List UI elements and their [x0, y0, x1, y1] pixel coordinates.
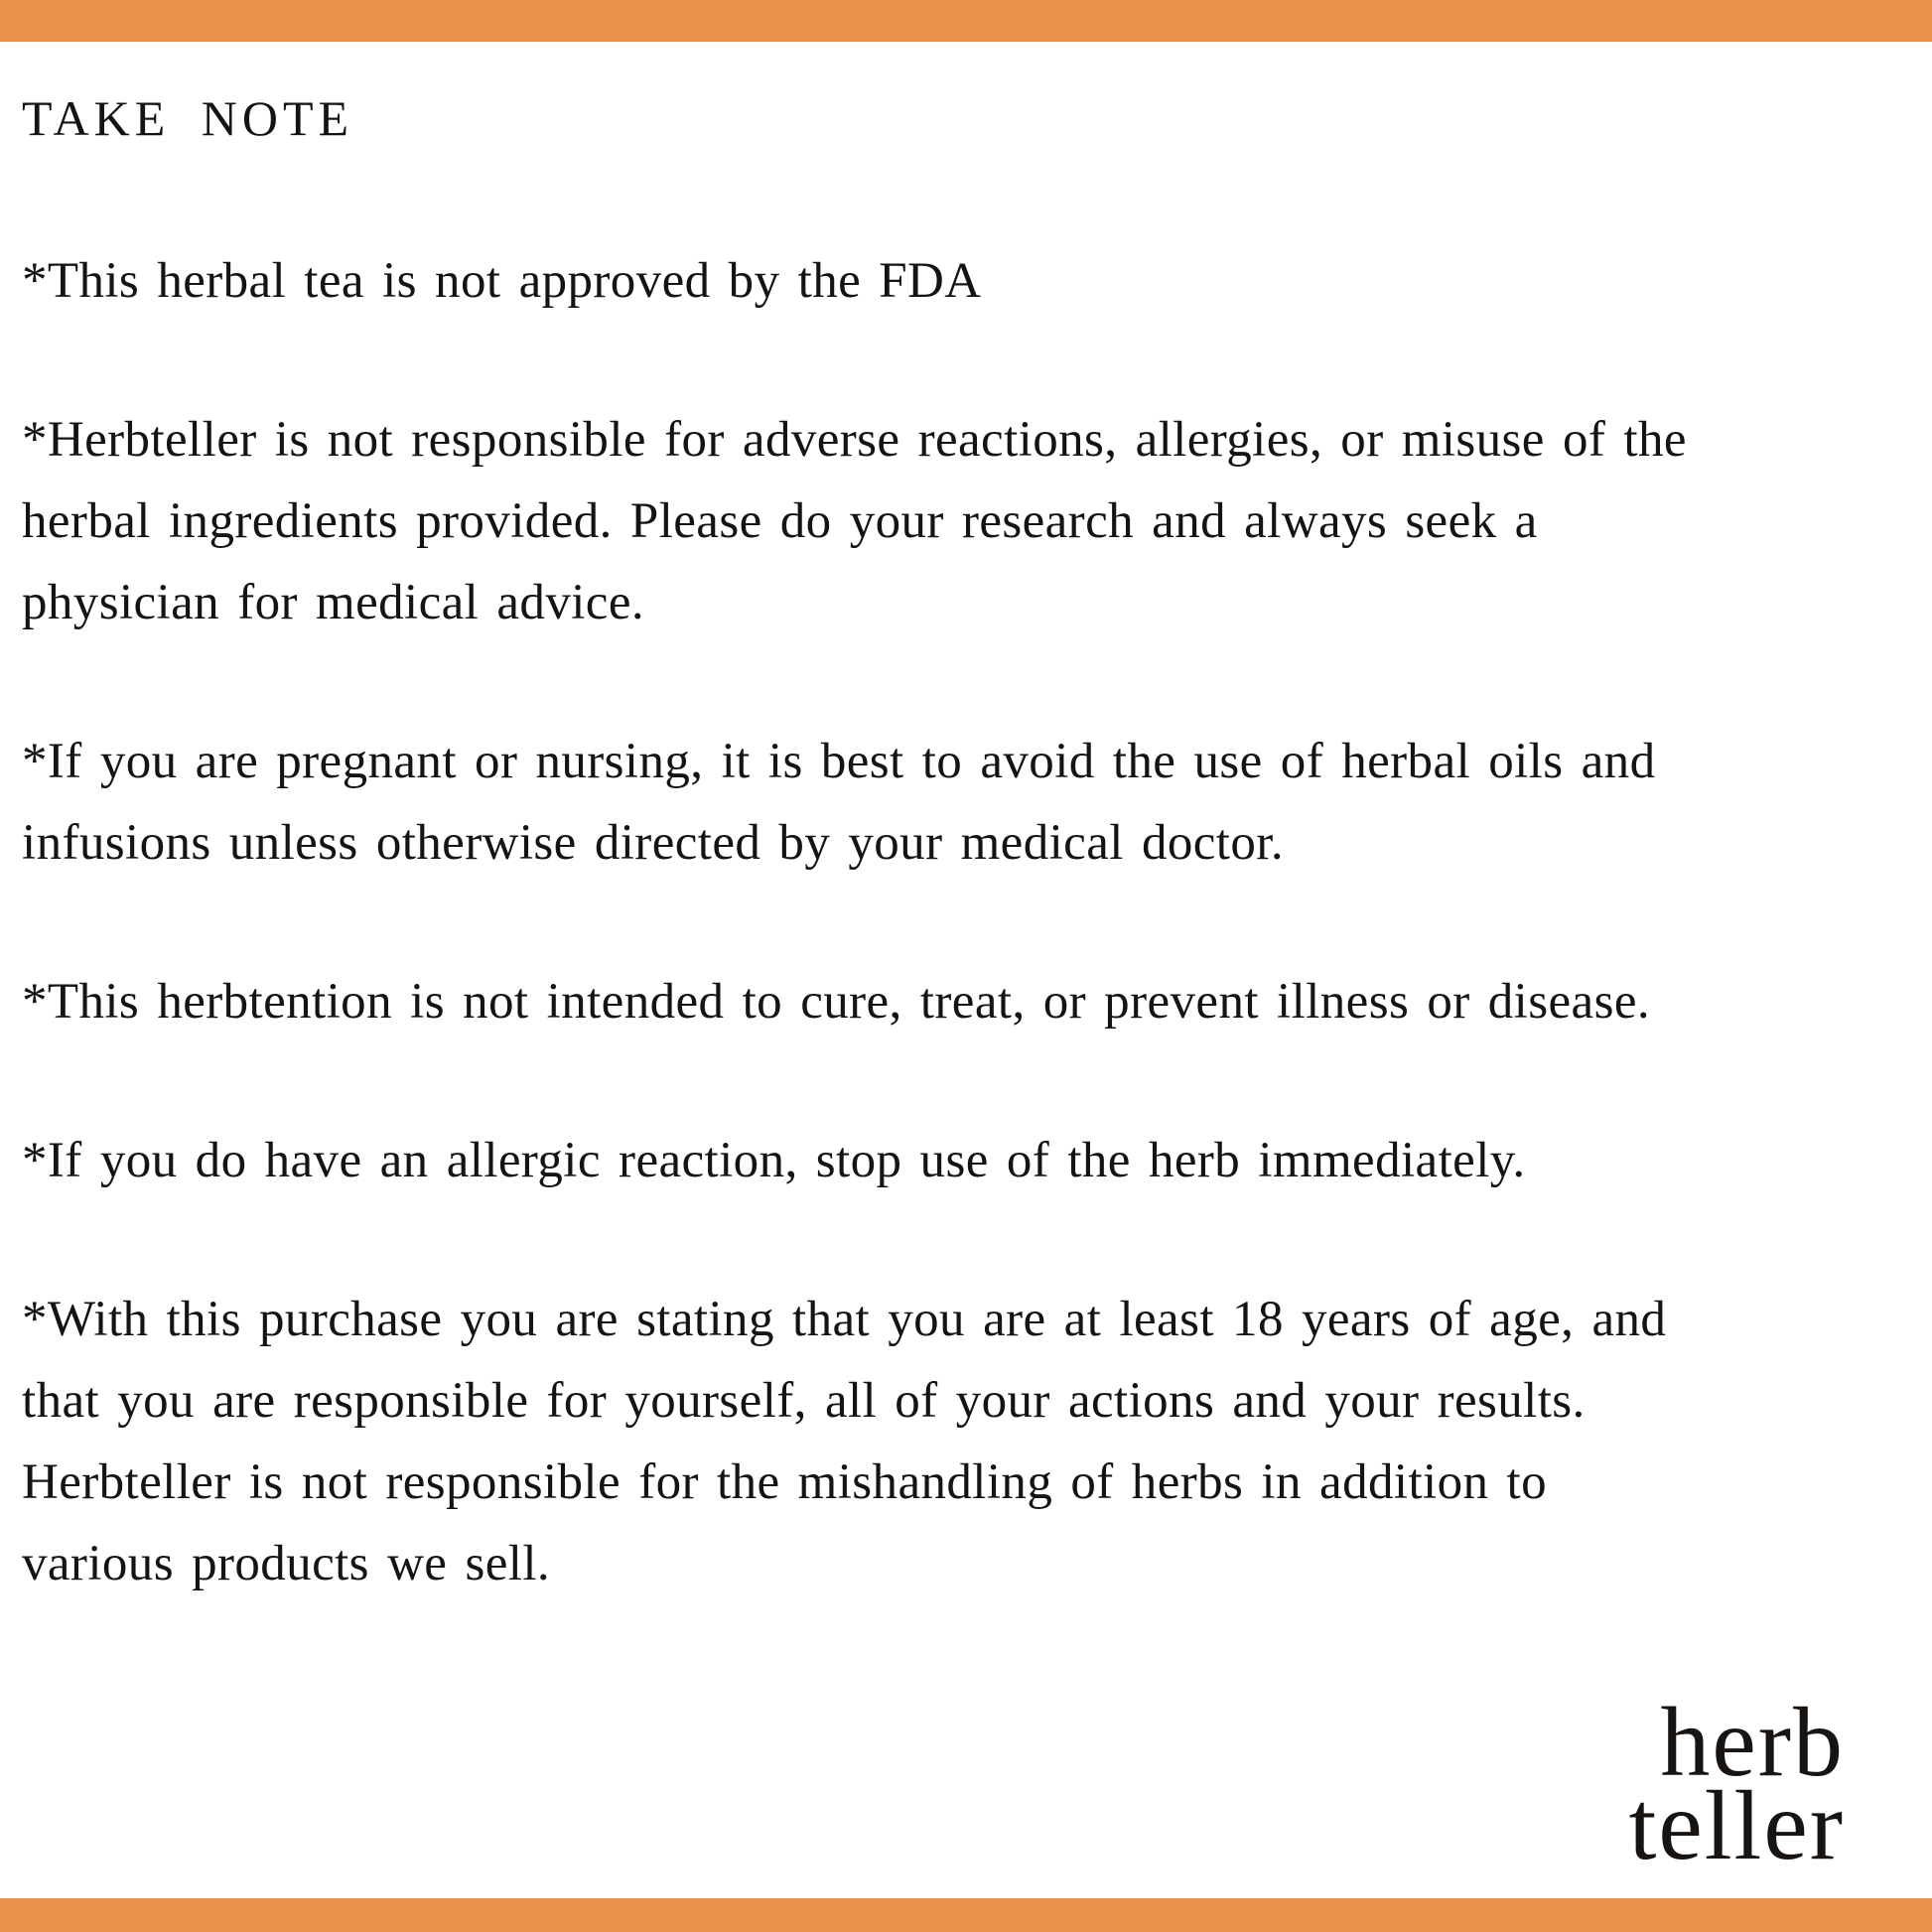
top-accent-bar	[0, 0, 1932, 42]
notice-content	[0, 42, 1932, 1604]
paragraph-line: *With this purchase you are stating that you are at least 18 years of age, and	[22, 1292, 1667, 1347]
paragraph-liability	[22, 399, 1912, 643]
bottom-accent-bar	[0, 1898, 1932, 1932]
paragraph-line: infusions unless otherwise directed by your medical doctor.	[22, 815, 1284, 871]
paragraph-line: *This herbal tea is not approved by the FDA	[22, 253, 982, 309]
paragraph-line: *If you are pregnant or nursing, it is best to avoid the use of herbal oils and	[22, 734, 1656, 789]
paragraph-line: *Herbteller is not responsible for adverse reactions, allergies, or misuse of the	[22, 412, 1687, 468]
paragraph-fda	[22, 240, 1912, 322]
paragraph-pregnancy	[22, 721, 1912, 884]
herbteller-logo	[1628, 1687, 1845, 1880]
paragraph-line: various products we sell.	[22, 1536, 551, 1591]
page-title: TAKE NOTE	[22, 90, 354, 146]
paragraph-not-medicine	[22, 961, 1912, 1042]
paragraph-line: *This herbtention is not intended to cure, treat, or prevent illness or disease.	[22, 974, 1651, 1030]
logo-word-teller: teller	[1628, 1770, 1845, 1880]
paragraph-line: physician for medical advice.	[22, 575, 645, 630]
paragraph-allergic-reaction	[22, 1120, 1912, 1201]
paragraph-line: Herbteller is not responsible for the mishandling of herbs in addition to	[22, 1454, 1548, 1510]
paragraph-age-responsibility	[22, 1279, 1912, 1604]
logo-word-herb: herb	[1660, 1687, 1845, 1797]
paragraph-line: *If you do have an allergic reaction, stop use of the herb immediately.	[22, 1133, 1526, 1188]
paragraph-line: that you are responsible for yourself, all of your actions and your results.	[22, 1373, 1586, 1429]
paragraph-line: herbal ingredients provided. Please do your research and always seek a	[22, 493, 1538, 549]
